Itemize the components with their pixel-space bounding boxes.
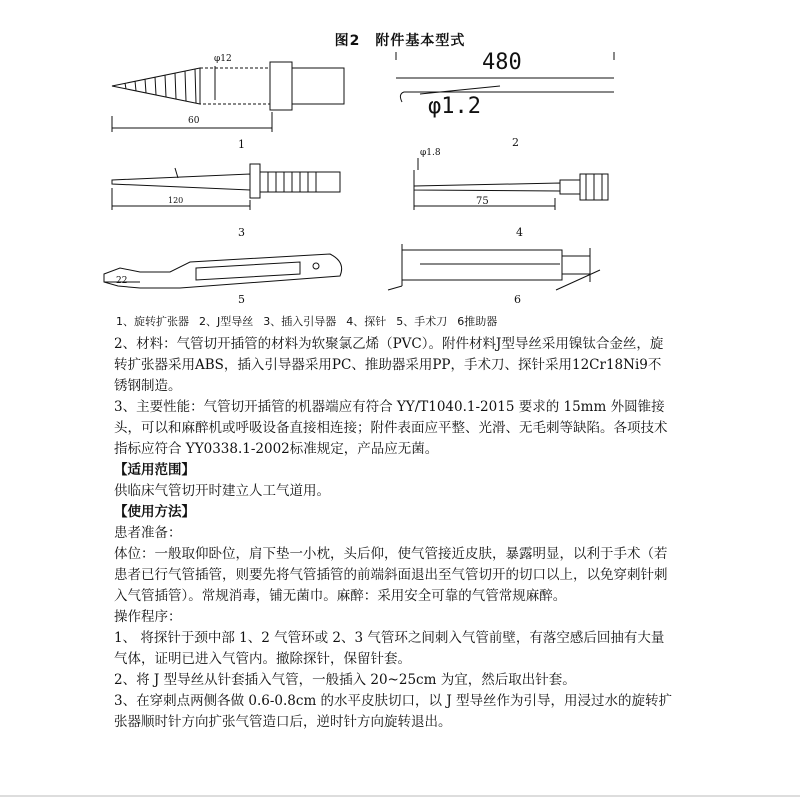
item-number-6: 6 — [514, 293, 521, 306]
dim-phi18-label: φ1.8 — [420, 148, 441, 158]
dim-60-label: 60 — [188, 116, 200, 126]
item-number-5: 5 — [238, 293, 245, 306]
pusher-drawing — [388, 244, 600, 290]
page-bottom-rule — [0, 795, 800, 797]
procedure-heading: 操作程序： — [114, 609, 182, 625]
usage-heading: 【使用方法】 — [114, 504, 195, 520]
legend-item: 1、旋转扩张器 — [116, 315, 189, 328]
legend-item: 4、探针 — [346, 315, 387, 328]
legend-item: 5、手术刀 — [396, 315, 448, 328]
item-number-1: 1 — [238, 138, 245, 151]
dim-22-label: 22 — [116, 276, 128, 286]
patient-prep-heading: 患者准备： — [114, 525, 182, 541]
procedure-step-1: 1、 将探针于颈中部 1、2 气管环或 2、3 气管环之间刺入气管前壁，有落空感后回抽有大量气体，证明已进入气管内。撤除探针，保留针套。 — [114, 630, 665, 667]
dim-480-label: 480 — [482, 50, 522, 75]
legend-item: 6推助器 — [457, 315, 498, 328]
figure-legend — [116, 313, 696, 329]
figure-title: 图2 附件基本型式 — [334, 33, 466, 49]
insertion-guide-drawing — [112, 164, 340, 210]
scope-text: 供临床气管切开时建立人工气道用。 — [114, 483, 330, 499]
document-body — [114, 334, 674, 733]
accessory-drawings — [0, 0, 800, 320]
item-number-2: 2 — [512, 136, 519, 149]
procedure-step-3: 3、在穿刺点两侧各做 0.6-0.8cm 的水平皮肤切口，以 J 型导丝作为引导，用浸过水的旋转扩张器顺时针方向扩张气管造口后，逆时针方向旋转退出。 — [114, 693, 673, 730]
dim-75-label: 75 — [476, 196, 489, 207]
probe-drawing — [414, 158, 608, 210]
scalpel-drawing — [104, 254, 342, 288]
item-number-3: 3 — [238, 226, 245, 239]
legend-item: 3、插入引导器 — [263, 315, 337, 328]
dim-phi12-label: φ12 — [214, 54, 232, 64]
performance-paragraph: 3、主要性能：气管切开插管的机器端应有符合 YY/T1040.1-2015 要求的 15mm 外圆锥接头，可以和麻醉机或呼吸设备直接相连接；附件表面应平整、光滑、无毛刺等缺陷。各项技术指标应符合 YY0338.1-2002标准规定，产品应无菌。 — [114, 399, 668, 457]
dim-phi12-wire-label: φ1.2 — [428, 94, 481, 119]
legend-item: 2、J型导丝 — [199, 315, 254, 328]
position-paragraph: 体位：一般取仰卧位，肩下垫一小枕，头后仰，使气管接近皮肤，暴露明显，以利于手术（若患者已行气管插管，则要先将气管插管的前端斜面退出至气管切开的切口以上，以免穿刺针刺入气管插管）。常规消毒，铺无菌巾。麻醉：采用安全可靠的气管常规麻醉。 — [114, 546, 668, 604]
procedure-step-2: 2、将 J 型导丝从针套插入气管，一般插入 20~25cm 为宜，然后取出针套。 — [114, 672, 576, 688]
scope-heading: 【适用范围】 — [114, 462, 195, 478]
item-number-4: 4 — [516, 226, 523, 239]
rotary-dilator-drawing — [112, 62, 344, 132]
dim-120-label: 120 — [168, 196, 184, 205]
material-paragraph: 2、材料：气管切开插管的材料为软聚氯乙烯（PVC）。附件材料J型导丝采用镍钛合金丝，旋转扩张器采用ABS，插入引导器采用PC、推助器采用PP，手术刀、探针采用12Cr18Ni9不锈钢制造。 — [114, 336, 664, 394]
